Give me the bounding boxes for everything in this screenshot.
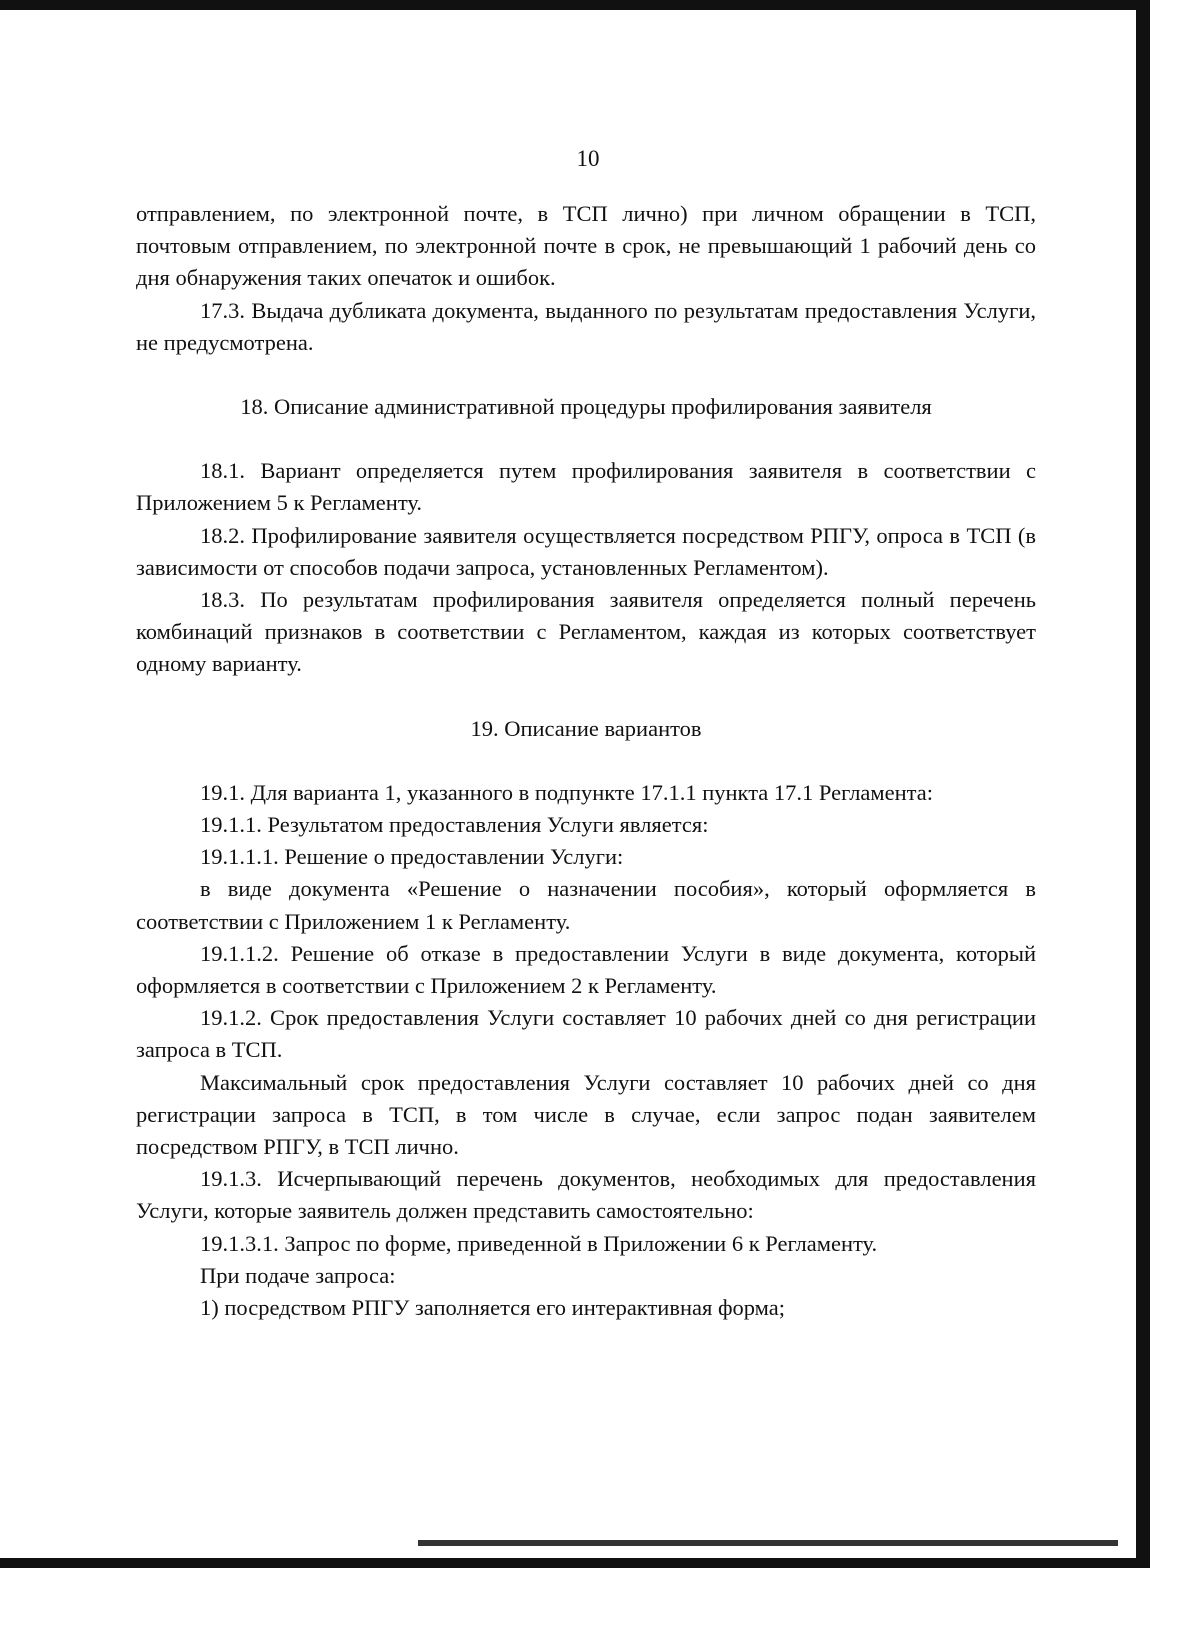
paragraph-19-1-3-1: 19.1.3.1. Запрос по форме, приведенной в Приложении 6 к Регламенту.	[200, 1230, 878, 1256]
scan-border-right	[1136, 0, 1150, 1568]
paragraph-19-1: 19.1. Для варианта 1, указанного в подпункте 17.1.1 пункта 17.1 Регламента:	[200, 779, 934, 805]
paragraph-19-1-1-2: 19.1.1.2. Решение об отказе в предоставлении Услуги в виде документа, который оформляется в соответствии с Приложением 2 к Регламенту.	[136, 940, 1036, 999]
section-heading-19: 19. Описание вариантов	[470, 715, 702, 741]
paragraph-17-3: 17.3. Выдача дубликата документа, выданного по результатам предоставления Услуги, не предусмотрена.	[136, 297, 1036, 355]
paragraph-submission: При подаче запроса:	[200, 1262, 396, 1288]
paragraph-max-term: Максимальный срок предоставления Услуги составляет 10 рабочих дней со дня регистрации запроса в ТСП, в том числе в случае, если запрос подан заявителем посредством РПГУ, в ТСП лично.	[136, 1069, 1036, 1160]
scan-border-bottom	[0, 1558, 1150, 1568]
paragraph-18-2: 18.2. Профилирование заявителя осуществляется посредством РПГУ, опроса в ТСП (в зависимости от способов подачи запроса, установленных Регламентом).	[136, 522, 1036, 580]
paragraph-18-3: 18.3. По результатам профилирования заявителя определяется полный перечень комбинаций признаков в соответствии с Регламентом, каждая из которых соответствует одному варианту.	[136, 587, 1036, 677]
document-body	[136, 198, 1036, 1324]
section-heading-18: 18. Описание административной процедуры профилирования заявителя	[240, 394, 932, 420]
paragraph-18-1: 18.1. Вариант определяется путем профилирования заявителя в соответствии с Приложением 5 к Регламенту.	[136, 458, 1036, 516]
paragraph-19-1-1: 19.1.1. Результатом предоставления Услуги является:	[200, 812, 709, 838]
paragraph-19-1-2: 19.1.2. Срок предоставления Услуги составляет 10 рабочих дней со дня регистрации запроса в ТСП.	[136, 1005, 1036, 1063]
page-number: 10	[576, 146, 600, 171]
scan-border-top	[0, 0, 1150, 10]
list-item-1: 1) посредством РПГУ заполняется его интерактивная форма;	[200, 1295, 785, 1321]
paragraph-19-1-1-1: 19.1.1.1. Решение о предоставлении Услуги:	[200, 844, 624, 870]
paragraph-decision-document: в виде документа «Решение о назначении пособия», который оформляется в соответствии с Приложением 1 к Регламенту.	[136, 876, 1036, 934]
paragraph: отправлением, по электронной почте, в ТСП лично) при личном обращении в ТСП, почтовым отправлением, по электронной почте в срок, не превышающий 1 рабочий день со дня обнаружения таких опечаток и ошибок.	[136, 201, 1036, 291]
scan-border-bottom-line	[418, 1540, 1118, 1546]
paragraph-19-1-3: 19.1.3. Исчерпывающий перечень документов, необходимых для предоставления Услуги, которые заявитель должен представить самостоятельно:	[136, 1166, 1036, 1224]
